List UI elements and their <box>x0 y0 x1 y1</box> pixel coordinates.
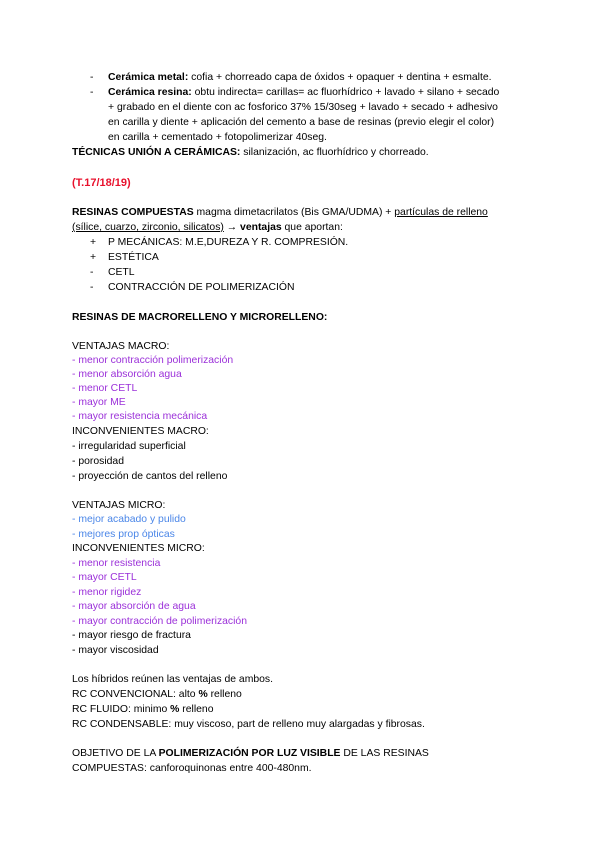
list-bullet: - <box>90 267 94 278</box>
list-bullet: + <box>90 237 97 248</box>
ceramica-metal-label: Cerámica metal: <box>108 72 189 83</box>
list-item: - mayor viscosidad <box>72 645 159 656</box>
ceramica-metal-line <box>108 71 492 85</box>
list-item: - mayor resistencia mecánica <box>72 411 208 422</box>
tecnicas-union-text: silanización, ac fluorhídrico y chorreado. <box>240 147 429 158</box>
rc-condensable-line: RC CONDENSABLE: muy viscoso, part de relleno muy alargadas y fibrosas. <box>72 719 425 730</box>
section-heading: RESINAS DE MACRORELLENO Y MICRORELLENO: <box>72 312 328 323</box>
resinas-intro-text: magma dimetacrilatos (Bis GMA/UDMA) + <box>193 207 395 218</box>
rc-convencional-line <box>72 688 242 702</box>
ceramica-resina-text-1: obtu indirecta= carillas= ac fluorhídrico + lavado + silano + secado <box>191 87 500 98</box>
rc-fluido-rest: relleno <box>179 704 214 715</box>
dash-bullet: - <box>90 72 94 83</box>
rc-fluido-text: RC FLUIDO: minimo <box>72 704 171 715</box>
list-item: CETL <box>108 267 135 278</box>
ceramica-resina-line-2: + grabado en el diente con ac fosforico 37% 15/30seg + lavado + secado + adhesivo <box>108 102 498 113</box>
tecnicas-union-line <box>72 146 429 160</box>
ventajas-rest: que aportan: <box>281 222 343 233</box>
dash-bullet: - <box>90 87 94 98</box>
ceramica-resina-label: Cerámica resina: <box>108 87 192 98</box>
rc-fluido-line <box>72 703 214 717</box>
percent-symbol: % <box>198 689 208 700</box>
objetivo-bold: POLIMERIZACIÓN POR LUZ VISIBLE <box>158 748 341 759</box>
list-item: - mayor CETL <box>72 572 137 583</box>
list-item: - menor rigidez <box>72 587 142 598</box>
hibridos-line: Los híbridos reúnen las ventajas de ambos. <box>72 674 274 685</box>
list-item: P MECÁNICAS: M.E,DUREZA Y R. COMPRESIÓN. <box>108 237 349 248</box>
ventajas-micro-heading: VENTAJAS MICRO: <box>72 500 166 511</box>
rc-convencional-rest: relleno <box>207 689 242 700</box>
inconvenientes-micro-heading: INCONVENIENTES MICRO: <box>72 543 205 554</box>
relleno-types: (sílice, cuarzo, zirconio, silicatos) <box>72 222 224 233</box>
list-item: - irregularidad superficial <box>72 441 186 452</box>
ceramica-resina-line-1 <box>108 86 499 100</box>
resinas-title: RESINAS COMPUESTAS <box>72 207 194 218</box>
list-item: - mayor ME <box>72 397 126 408</box>
list-bullet: + <box>90 252 97 263</box>
inconvenientes-macro-heading: INCONVENIENTES MACRO: <box>72 426 209 437</box>
list-item: CONTRACCIÓN DE POLIMERIZACIÓN <box>108 282 295 293</box>
list-item: - mayor contracción de polimerización <box>72 616 247 627</box>
list-item: - menor absorción agua <box>72 369 182 380</box>
objetivo-line-1 <box>72 747 429 761</box>
ceramica-resina-line-3: en carilla y diente + aplicación del cemento a base de resinas (previo elegir el color) <box>108 117 495 128</box>
rc-convencional-text: RC CONVENCIONAL: alto <box>72 689 199 700</box>
tecnicas-union-label: TÉCNICAS UNIÓN A CERÁMICAS: <box>72 147 241 158</box>
resinas-intro-line-2 <box>72 221 343 235</box>
list-item: - menor contracción polimerización <box>72 355 234 366</box>
list-item: - mayor absorción de agua <box>72 601 196 612</box>
objetivo-text-a: OBJETIVO DE LA <box>72 748 159 759</box>
arrow-glyph: → <box>223 222 241 233</box>
ceramica-resina-line-4: en carilla + cementado + fotopolimerizar 40seg. <box>108 132 327 143</box>
tema-reference: (T.17/18/19) <box>72 177 131 189</box>
list-bullet: - <box>90 282 94 293</box>
objetivo-line-2: COMPUESTAS: canforoquinonas entre 400-480nm. <box>72 763 312 774</box>
ventajas-word: ventajas <box>240 222 282 233</box>
list-item: - mejores prop ópticas <box>72 529 175 540</box>
list-item: - proyección de cantos del relleno <box>72 471 228 482</box>
resinas-intro-line-1 <box>72 206 488 220</box>
list-item: - menor resistencia <box>72 558 161 569</box>
list-item: - menor CETL <box>72 383 138 394</box>
list-item: ESTÉTICA <box>108 252 159 263</box>
list-item: - mejor acabado y pulido <box>72 514 186 525</box>
list-item: - porosidad <box>72 456 124 467</box>
particulas-relleno: partículas de relleno <box>394 207 488 218</box>
list-item: - mayor riesgo de fractura <box>72 630 191 641</box>
ventajas-macro-heading: VENTAJAS MACRO: <box>72 341 170 352</box>
ceramica-metal-text: cofia + chorreado capa de óxidos + opaquer + dentina + esmalte. <box>188 72 492 83</box>
objetivo-text-c: DE LAS RESINAS <box>340 748 429 759</box>
percent-symbol: % <box>170 704 180 715</box>
